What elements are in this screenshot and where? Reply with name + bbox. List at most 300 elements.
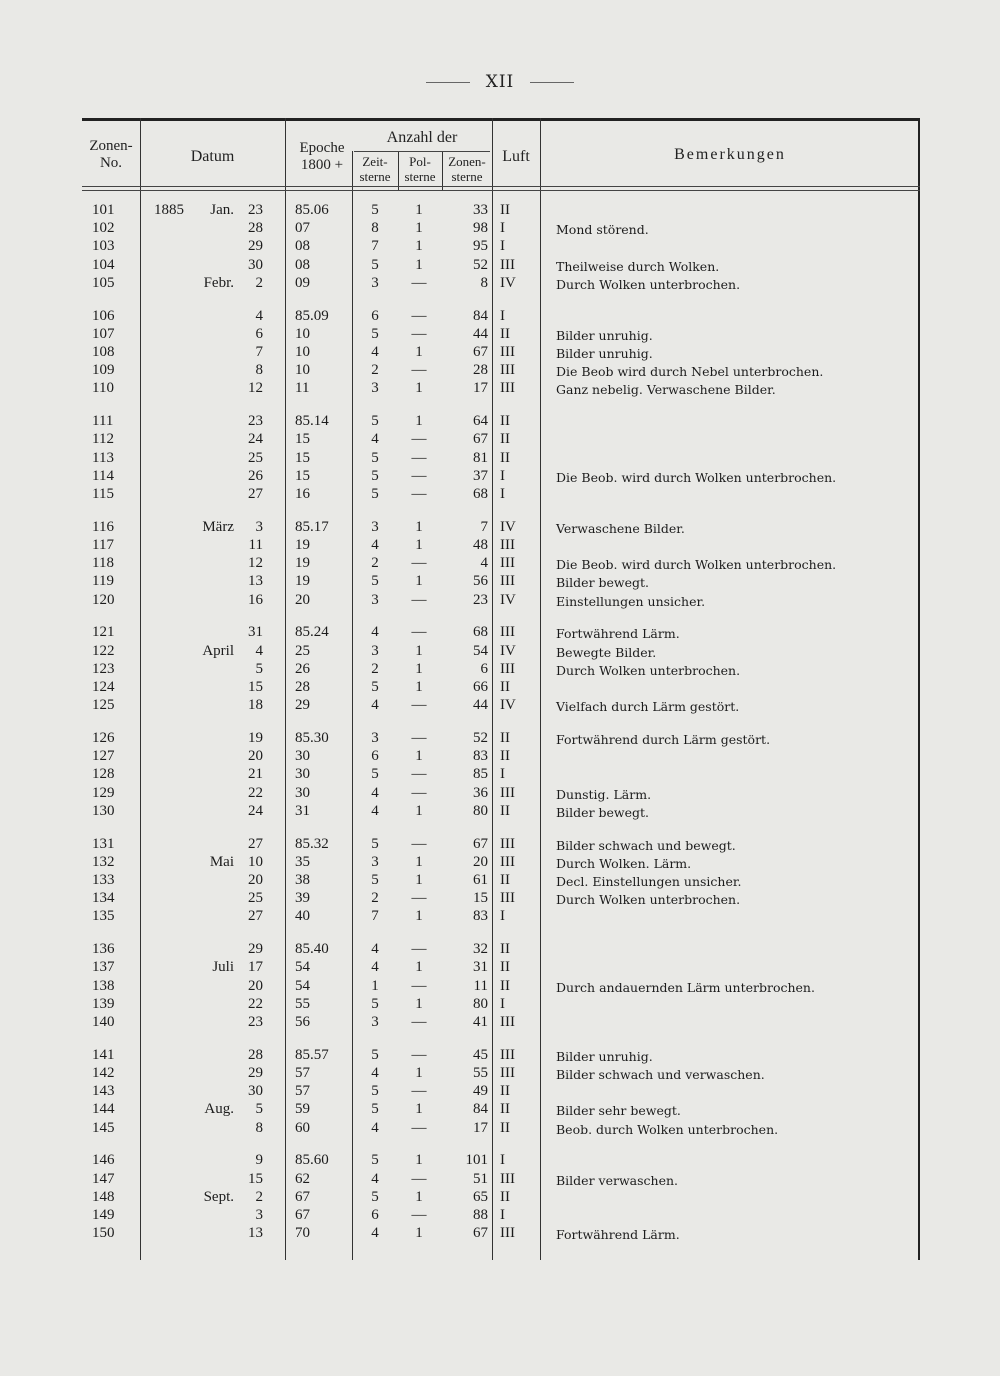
- header-zonen-no: Zonen- No.: [89, 138, 133, 172]
- table-row: [82, 1225, 920, 1243]
- remark: Durch Wolken unterbrochen.: [556, 892, 741, 908]
- remark: Mond störend.: [556, 222, 649, 238]
- remark: Theilweise durch Wolken.: [556, 258, 720, 274]
- polsterne-count: 1: [415, 1152, 423, 1169]
- epoch-value: 40: [295, 908, 310, 925]
- zonensterne-count: 54: [473, 642, 488, 659]
- luft-grade: III: [500, 555, 515, 572]
- remark: Fortwährend Lärm.: [556, 626, 680, 642]
- table-row: [82, 959, 920, 977]
- zeitsterne-count: 2: [371, 362, 379, 379]
- zone-number: 111: [92, 413, 114, 430]
- zeitsterne-count: 5: [371, 202, 379, 218]
- polsterne-count: 1: [415, 995, 423, 1012]
- date-day: 17: [248, 959, 263, 976]
- zone-number: 121: [92, 624, 115, 641]
- date-day: 25: [248, 449, 263, 466]
- luft-grade: II: [500, 1119, 510, 1136]
- table-row: [82, 730, 920, 748]
- zonensterne-count: 41: [473, 1014, 488, 1030]
- polsterne-count: 1: [415, 1101, 423, 1118]
- zonensterne-count: 101: [465, 1152, 488, 1169]
- epoch-value: 85.06: [295, 202, 329, 218]
- zonensterne-count: 98: [473, 220, 488, 237]
- zonensterne-count: 15: [473, 890, 488, 907]
- table-row: [82, 1207, 920, 1225]
- polsterne-count: —: [411, 467, 427, 484]
- luft-grade: II: [500, 802, 510, 819]
- luft-grade: III: [500, 380, 515, 397]
- epoch-value: 19: [295, 537, 310, 553]
- date-day: 2: [255, 1188, 263, 1205]
- zeitsterne-count: 4: [371, 784, 379, 801]
- zone-number: 150: [92, 1225, 115, 1242]
- luft-grade: IV: [500, 591, 516, 608]
- zeitsterne-count: 5: [371, 1046, 379, 1063]
- date-day: 6: [255, 325, 263, 342]
- epoch-value: 85.32: [295, 835, 329, 852]
- luft-grade: IV: [500, 642, 516, 659]
- epoch-value: 19: [295, 555, 310, 572]
- zonensterne-count: 80: [473, 995, 488, 1012]
- remark: Fortwährend Lärm.: [556, 1227, 680, 1243]
- zeitsterne-count: 7: [371, 238, 379, 255]
- date-day: 19: [248, 730, 263, 746]
- date-day: 25: [248, 890, 263, 907]
- date-day: 9: [255, 1152, 263, 1169]
- zonensterne-count: 85: [473, 766, 488, 783]
- zone-number: 126: [92, 730, 115, 746]
- luft-grade: III: [500, 890, 515, 907]
- zeitsterne-count: 5: [371, 325, 379, 342]
- date-day: 5: [255, 660, 263, 677]
- zone-number: 114: [92, 467, 114, 484]
- luft-grade: II: [500, 413, 510, 430]
- zonensterne-count: 49: [473, 1083, 488, 1100]
- table-row: [82, 1047, 920, 1065]
- remark: Durch Wolken unterbrochen.: [556, 662, 741, 678]
- epoch-value: 85.40: [295, 941, 329, 958]
- epoch-value: 09: [295, 274, 310, 291]
- epoch-value: 70: [295, 1225, 310, 1242]
- zeitsterne-count: 4: [371, 1119, 379, 1136]
- zeitsterne-count: 4: [371, 624, 379, 641]
- zonensterne-count: 65: [473, 1188, 488, 1205]
- date-day: 15: [248, 679, 263, 695]
- polsterne-count: 1: [415, 660, 423, 677]
- remark: Einstellungen unsicher.: [556, 593, 706, 609]
- luft-grade: II: [500, 449, 510, 466]
- date-day: 22: [248, 995, 263, 1012]
- zonensterne-count: 23: [473, 591, 488, 608]
- zonensterne-count: 11: [473, 977, 488, 994]
- luft-grade: I: [500, 238, 505, 255]
- polsterne-count: —: [411, 1207, 427, 1223]
- luft-grade: II: [500, 1083, 510, 1100]
- remark: Die Beob. wird durch Wolken unterbrochen.: [556, 557, 837, 573]
- header-anzahl-der: Anzahl der: [386, 129, 458, 146]
- zone-number: 131: [92, 835, 115, 852]
- luft-grade: III: [500, 344, 515, 360]
- date-day: 24: [248, 431, 263, 448]
- zeitsterne-count: 4: [371, 802, 379, 819]
- zone-number: 103: [92, 238, 115, 255]
- zone-number: 148: [92, 1188, 115, 1205]
- remark: Bilder unruhig.: [556, 1048, 653, 1064]
- header-dash-right: [530, 82, 574, 83]
- zone-number: 108: [92, 344, 115, 360]
- polsterne-count: 1: [415, 642, 423, 659]
- polsterne-count: 1: [415, 256, 423, 273]
- date-day: 29: [248, 941, 263, 958]
- remark: Bilder schwach und verwaschen.: [556, 1067, 765, 1082]
- epoch-value: 07: [295, 220, 310, 237]
- luft-grade: II: [500, 679, 510, 695]
- zonensterne-count: 81: [473, 449, 488, 466]
- polsterne-count: 1: [415, 872, 423, 888]
- table-row: [82, 450, 920, 468]
- remark: Verwaschene Bilder.: [556, 520, 685, 536]
- epoch-value: 20: [295, 591, 310, 608]
- zeitsterne-count: 4: [371, 431, 379, 448]
- date-day: 31: [248, 624, 263, 641]
- polsterne-count: 1: [415, 1225, 423, 1242]
- polsterne-count: 1: [415, 1188, 423, 1205]
- luft-grade: IV: [500, 518, 516, 535]
- zone-number: 127: [92, 748, 115, 765]
- zeitsterne-count: 4: [371, 959, 379, 976]
- polsterne-count: —: [411, 362, 427, 379]
- zonensterne-count: 95: [473, 238, 488, 255]
- epoch-value: 60: [295, 1119, 310, 1136]
- header-zonensterne: Zonen- sterne: [448, 154, 486, 184]
- epoch-value: 54: [295, 977, 310, 994]
- epoch-value: 25: [295, 642, 310, 659]
- luft-grade: III: [500, 1065, 515, 1081]
- table-row: [82, 872, 920, 890]
- remark: Bilder bewegt.: [556, 804, 650, 820]
- table-row: [82, 1189, 920, 1207]
- zone-number: 123: [92, 660, 115, 677]
- header-zeitsterne: Zeit- sterne: [359, 154, 391, 184]
- polsterne-count: —: [411, 1014, 427, 1030]
- table-row: [82, 854, 920, 872]
- table-row: [82, 555, 920, 573]
- epoch-value: 85.14: [295, 413, 329, 430]
- epoch-value: 15: [295, 431, 310, 448]
- table-row: [82, 220, 920, 238]
- date-day: 24: [248, 802, 263, 819]
- zeitsterne-count: 3: [371, 380, 379, 397]
- luft-grade: III: [500, 784, 515, 801]
- zeitsterne-count: 4: [371, 1225, 379, 1242]
- zeitsterne-count: 7: [371, 908, 379, 925]
- zone-number: 118: [92, 555, 114, 572]
- epoch-value: 62: [295, 1170, 310, 1187]
- epoch-value: 85.57: [295, 1046, 329, 1063]
- date-day: 27: [248, 835, 263, 852]
- zonensterne-count: 68: [473, 624, 488, 641]
- zone-number: 136: [92, 941, 115, 958]
- zeitsterne-count: 3: [371, 518, 379, 535]
- epoch-value: 54: [295, 959, 310, 976]
- date-day: 20: [248, 748, 263, 765]
- table-row: [82, 486, 920, 504]
- epoch-value: 85.09: [295, 307, 329, 324]
- zeitsterne-count: 4: [371, 697, 379, 714]
- epoch-value: 15: [295, 449, 310, 466]
- zone-number: 149: [92, 1207, 115, 1223]
- zone-number: 115: [92, 486, 114, 502]
- table-row: [82, 766, 920, 784]
- polsterne-count: —: [411, 766, 427, 783]
- table-row: [82, 908, 920, 926]
- zeitsterne-count: 8: [371, 220, 379, 237]
- zone-number: 104: [92, 256, 115, 273]
- table-row: [82, 890, 920, 908]
- epoch-value: 10: [295, 325, 310, 342]
- date-day: 23: [248, 413, 263, 430]
- remark: Durch Wolken. Lärm.: [556, 855, 692, 871]
- zonensterne-count: 4: [480, 555, 488, 572]
- zeitsterne-count: 5: [371, 467, 379, 484]
- zonensterne-count: 6: [480, 660, 488, 677]
- zone-number: 147: [92, 1170, 115, 1187]
- date-day: 7: [255, 344, 263, 360]
- luft-grade: III: [500, 1046, 515, 1063]
- date-day: 10: [248, 853, 263, 870]
- zone-number: 102: [92, 220, 115, 237]
- zeitsterne-count: 1: [371, 977, 379, 994]
- remark: Die Beob wird durch Nebel unterbrochen.: [556, 364, 824, 380]
- date-day: 3: [255, 1207, 263, 1223]
- polsterne-count: —: [411, 730, 427, 746]
- polsterne-count: 1: [415, 853, 423, 870]
- luft-grade: III: [500, 256, 515, 273]
- epoch-value: 11: [295, 380, 310, 397]
- epoch-value: 55: [295, 995, 310, 1012]
- epoch-value: 26: [295, 660, 310, 677]
- remark: Bilder schwach und bewegt.: [556, 837, 736, 853]
- polsterne-count: —: [411, 784, 427, 801]
- date-day: 4: [255, 307, 263, 324]
- epoch-value: 19: [295, 573, 310, 590]
- date-day: 2: [255, 274, 263, 291]
- luft-grade: I: [500, 908, 505, 925]
- epoch-value: 30: [295, 766, 310, 783]
- zone-number: 105: [92, 274, 115, 291]
- epoch-value: 59: [295, 1101, 310, 1118]
- zone-number: 129: [92, 784, 115, 801]
- luft-grade: III: [500, 1170, 515, 1187]
- table-row: [82, 1083, 920, 1101]
- table-row: [82, 785, 920, 803]
- date-day: 27: [248, 486, 263, 502]
- luft-grade: I: [500, 220, 505, 237]
- table-row: [82, 1152, 920, 1170]
- polsterne-count: 1: [415, 202, 423, 218]
- zone-number: 128: [92, 766, 115, 783]
- epoch-value: 56: [295, 1014, 310, 1030]
- date-day: 28: [248, 220, 263, 237]
- page-header: [0, 72, 1000, 92]
- luft-grade: II: [500, 1188, 510, 1205]
- zonensterne-count: 64: [473, 413, 488, 430]
- remark: Decl. Einstellungen unsicher.: [556, 874, 742, 889]
- epoch-value: 28: [295, 679, 310, 695]
- table-row: [82, 643, 920, 661]
- zeitsterne-count: 3: [371, 274, 379, 291]
- luft-grade: III: [500, 835, 515, 852]
- table-row: [82, 592, 920, 610]
- zeitsterne-count: 3: [371, 1014, 379, 1030]
- table-row: [82, 679, 920, 697]
- zonensterne-count: 44: [473, 697, 488, 714]
- polsterne-count: —: [411, 624, 427, 641]
- zone-number: 113: [92, 449, 114, 466]
- zonensterne-count: 37: [473, 467, 488, 484]
- header-rule: [82, 186, 920, 187]
- zonensterne-count: 56: [473, 573, 488, 590]
- zone-number: 137: [92, 959, 115, 976]
- zone-number: 144: [92, 1101, 115, 1118]
- date-year: 1885: [154, 202, 184, 218]
- zeitsterne-count: 4: [371, 941, 379, 958]
- table-row: [82, 697, 920, 715]
- header-rule: [82, 190, 920, 191]
- zonensterne-count: 80: [473, 802, 488, 819]
- table-row: [82, 431, 920, 449]
- zone-number: 124: [92, 679, 115, 695]
- zonensterne-count: 31: [473, 959, 488, 976]
- zeitsterne-count: 5: [371, 995, 379, 1012]
- polsterne-count: —: [411, 555, 427, 572]
- date-month: März: [202, 518, 234, 535]
- zonensterne-count: 68: [473, 486, 488, 502]
- zonensterne-count: 67: [473, 835, 488, 852]
- polsterne-count: 1: [415, 959, 423, 976]
- polsterne-count: —: [411, 697, 427, 714]
- table-row: [82, 519, 920, 537]
- date-day: 23: [248, 202, 263, 218]
- luft-grade: I: [500, 307, 505, 324]
- zonensterne-count: 32: [473, 941, 488, 958]
- polsterne-count: 1: [415, 537, 423, 553]
- date-day: 21: [248, 766, 263, 783]
- table-row: [82, 1014, 920, 1032]
- epoch-value: 08: [295, 238, 310, 255]
- zonensterne-count: 28: [473, 362, 488, 379]
- zeitsterne-count: 5: [371, 1083, 379, 1100]
- luft-grade: II: [500, 977, 510, 994]
- polsterne-count: —: [411, 591, 427, 608]
- date-day: 3: [255, 518, 263, 535]
- date-month: April: [202, 642, 234, 659]
- date-day: 8: [255, 362, 263, 379]
- table-row: [82, 573, 920, 591]
- zeitsterne-count: 5: [371, 835, 379, 852]
- remark: Vielfach durch Lärm gestört.: [556, 699, 740, 715]
- polsterne-count: —: [411, 274, 427, 291]
- header-polsterne: Pol- sterne: [404, 154, 436, 184]
- zone-number: 132: [92, 853, 115, 870]
- luft-grade: III: [500, 624, 515, 641]
- table-row: [82, 1101, 920, 1119]
- epoch-value: 85.30: [295, 730, 329, 746]
- polsterne-count: 1: [415, 220, 423, 237]
- table-top-rule: [82, 118, 920, 121]
- zeitsterne-count: 5: [371, 413, 379, 430]
- table-row: [82, 257, 920, 275]
- epoch-value: 85.17: [295, 518, 329, 535]
- table-row: [82, 308, 920, 326]
- date-day: 13: [248, 1225, 263, 1242]
- table-row: [82, 624, 920, 642]
- luft-grade: II: [500, 325, 510, 342]
- luft-grade: II: [500, 748, 510, 765]
- remark: Fortwährend durch Lärm gestört.: [556, 732, 771, 747]
- date-day: 20: [248, 872, 263, 888]
- date-day: 5: [255, 1101, 263, 1118]
- luft-grade: II: [500, 431, 510, 448]
- zeitsterne-count: 3: [371, 591, 379, 608]
- zonensterne-count: 52: [473, 730, 488, 746]
- polsterne-count: —: [411, 977, 427, 994]
- zeitsterne-count: 3: [371, 853, 379, 870]
- table-row: [82, 1065, 920, 1083]
- zone-number: 116: [92, 518, 114, 535]
- remark: Bilder unruhig.: [556, 346, 653, 361]
- zonensterne-count: 88: [473, 1207, 488, 1223]
- epoch-value: 10: [295, 344, 310, 360]
- zone-number: 142: [92, 1065, 115, 1081]
- zone-number: 125: [92, 697, 115, 714]
- luft-grade: I: [500, 766, 505, 783]
- luft-grade: II: [500, 959, 510, 976]
- zone-number: 110: [92, 380, 114, 397]
- remark: Die Beob. wird durch Wolken unterbrochen.: [556, 469, 837, 485]
- table-row: [82, 748, 920, 766]
- zeitsterne-count: 2: [371, 890, 379, 907]
- zone-number: 138: [92, 977, 115, 994]
- epoch-value: 31: [295, 802, 310, 819]
- luft-grade: II: [500, 941, 510, 958]
- date-day: 30: [248, 256, 263, 273]
- luft-grade: II: [500, 872, 510, 888]
- zeitsterne-count: 5: [371, 449, 379, 466]
- epoch-value: 67: [295, 1207, 310, 1223]
- zone-number: 134: [92, 890, 115, 907]
- zonensterne-count: 66: [473, 679, 488, 695]
- date-day: 12: [248, 380, 263, 397]
- polsterne-count: 1: [415, 573, 423, 590]
- zonensterne-count: 20: [473, 853, 488, 870]
- zonensterne-count: 67: [473, 431, 488, 448]
- zonensterne-count: 52: [473, 256, 488, 273]
- date-day: 20: [248, 977, 263, 994]
- zone-number: 109: [92, 362, 115, 379]
- zeitsterne-count: 5: [371, 872, 379, 888]
- epoch-value: 39: [295, 890, 310, 907]
- table-row: [82, 661, 920, 679]
- zonensterne-count: 55: [473, 1065, 488, 1081]
- remark: Ganz nebelig. Verwaschene Bilder.: [556, 382, 776, 398]
- epoch-value: 29: [295, 697, 310, 714]
- luft-grade: I: [500, 1207, 505, 1223]
- remark: Beob. durch Wolken unterbrochen.: [556, 1121, 779, 1137]
- zeitsterne-count: 4: [371, 537, 379, 553]
- polsterne-count: 1: [415, 1065, 423, 1081]
